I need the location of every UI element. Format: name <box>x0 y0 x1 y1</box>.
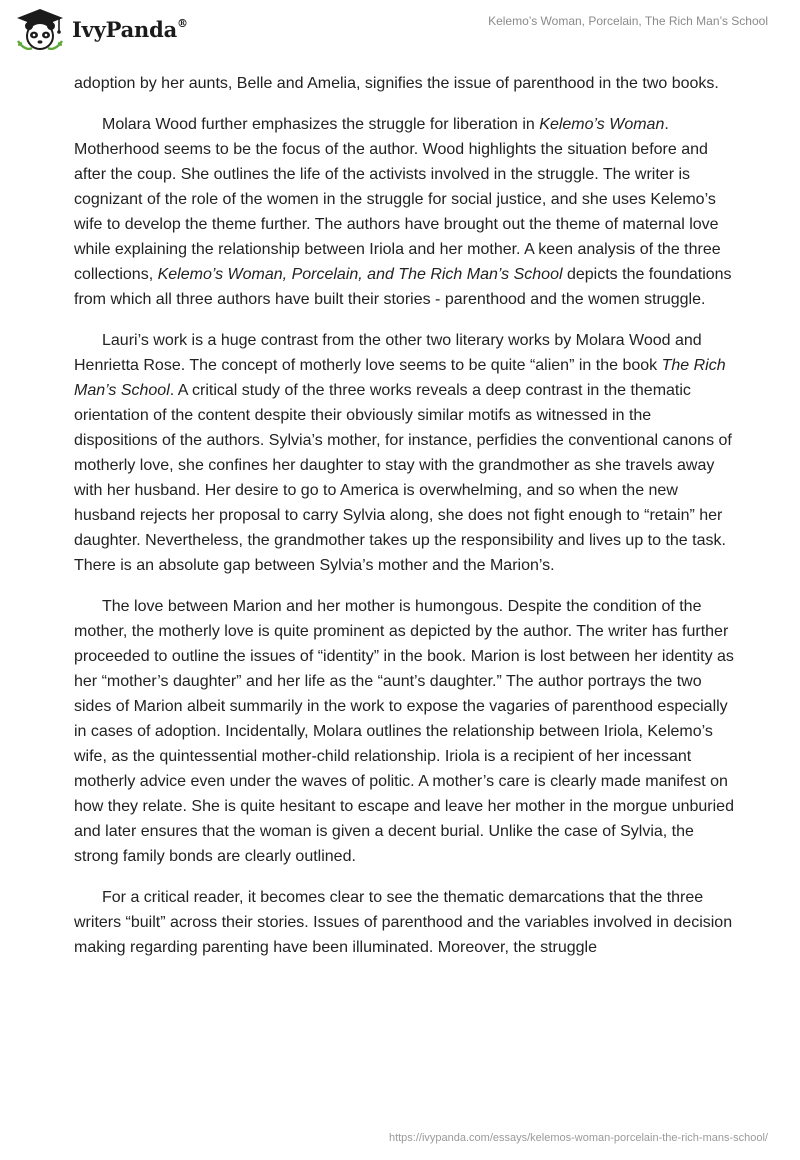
paragraph-4: The love between Marion and her mother is humongous. Despite the condition of the mother, the motherly love is quite prominent as depicted by the author. The writer has further proceeded to outline the issues of “identity” in the book. Marion is lost between her identity as her “mother’s daughter” and her life as the “aunt’s daughter.” The author portrays the two sides of Marion albeit summarily in the work to expose the vagaries of parenthood especially in cases of adoption. Incidentally, Molara outlines the relationship between Iriola, Kelemo’s wife, as the quintessential mother-child relationship. Iriola is a recipient of her incessant motherly advice even under the waves of politic. A mother’s care is clearly made manifest on how they relate. She is quite hesitant to escape and leave her mother in the morgue unburied and later ensures that the woman is given a decent burial. Unlike the case of Sylvia, the strong family bonds are clearly outlined. <box>74 598 734 865</box>
paragraph-2 <box>74 112 734 312</box>
paragraph-3-title-1: The Rich Man’s School <box>74 357 726 399</box>
page-header <box>0 0 800 64</box>
paragraph-1: adoption by her aunts, Belle and Amelia, signifies the issue of parenthood in the two books. <box>74 75 719 92</box>
paragraph-5: For a critical reader, it becomes clear to see the thematic demarcations that the three writers “built” across their stories. Issues of parenthood and the variables involved in decision making regarding parenting have been illuminated. Moreover, the struggle <box>74 889 733 956</box>
logo-wordmark <box>72 17 188 42</box>
logo-text: IvyPanda <box>72 16 178 42</box>
document-title: Kelemo’s Woman, Porcelain, The Rich Man’s School <box>488 14 768 28</box>
paragraph-2-text-b: . Motherhood seems to be the focus of the author. Wood highlights the situation before and after the coup. She outlines the life of the activists involved in the struggle. The writer is cognizant of the role of the women in the struggle for social justice, and she uses Kelemo’s wife to develop the theme further. The authors have brought out the theme of maternal love while explaining the relationship between Iriola and her mother. A keen analysis of the three collections, <box>74 116 721 283</box>
essay-body <box>74 71 734 976</box>
paragraph-2-text-c: depicts the foundations from which all three authors have built their stories - parenthood and the women struggle. <box>74 266 732 308</box>
paragraph-2-title-2: Kelemo’s Woman, Porcelain, and The Rich Man’s School <box>157 266 563 283</box>
paragraph-2-title-1: Kelemo’s Woman <box>539 116 665 133</box>
paragraph-3-text-a: Lauri’s work is a huge contrast from the other two literary works by Molara Wood and Henrietta Rose. The concept of motherly love seems to be quite “alien” in the book <box>74 332 702 374</box>
paragraph-3 <box>74 328 734 578</box>
paragraph-3-text-b: . A critical study of the three works reveals a deep contrast in the thematic orientation of the content despite their obviously similar motifs as witnessed in the dispositions of the authors. Sylvia’s mother, for instance, perfidies the conventional canons of motherly love, she confines her daughter to stay with the grandmother as she travels away with her husband. Her desire to go to America is overwhelming, and so when the new husband rejects her proposal to carry Sylvia along, she does not fight enough to “retain” her daughter. Nevertheless, the grandmother takes up the responsibility and lives up to the task. There is an absolute gap between Sylvia’s mother and the Marion’s. <box>74 382 732 574</box>
panda-graduate-icon <box>14 8 66 50</box>
source-url[interactable]: https://ivypanda.com/essays/kelemos-woman-porcelain-the-rich-mans-school/ <box>388 1132 768 1144</box>
registered-mark: ® <box>177 16 188 30</box>
paragraph-2-text-a: Molara Wood further emphasizes the struggle for liberation in <box>102 116 540 133</box>
ivypanda-logo[interactable] <box>14 8 188 50</box>
